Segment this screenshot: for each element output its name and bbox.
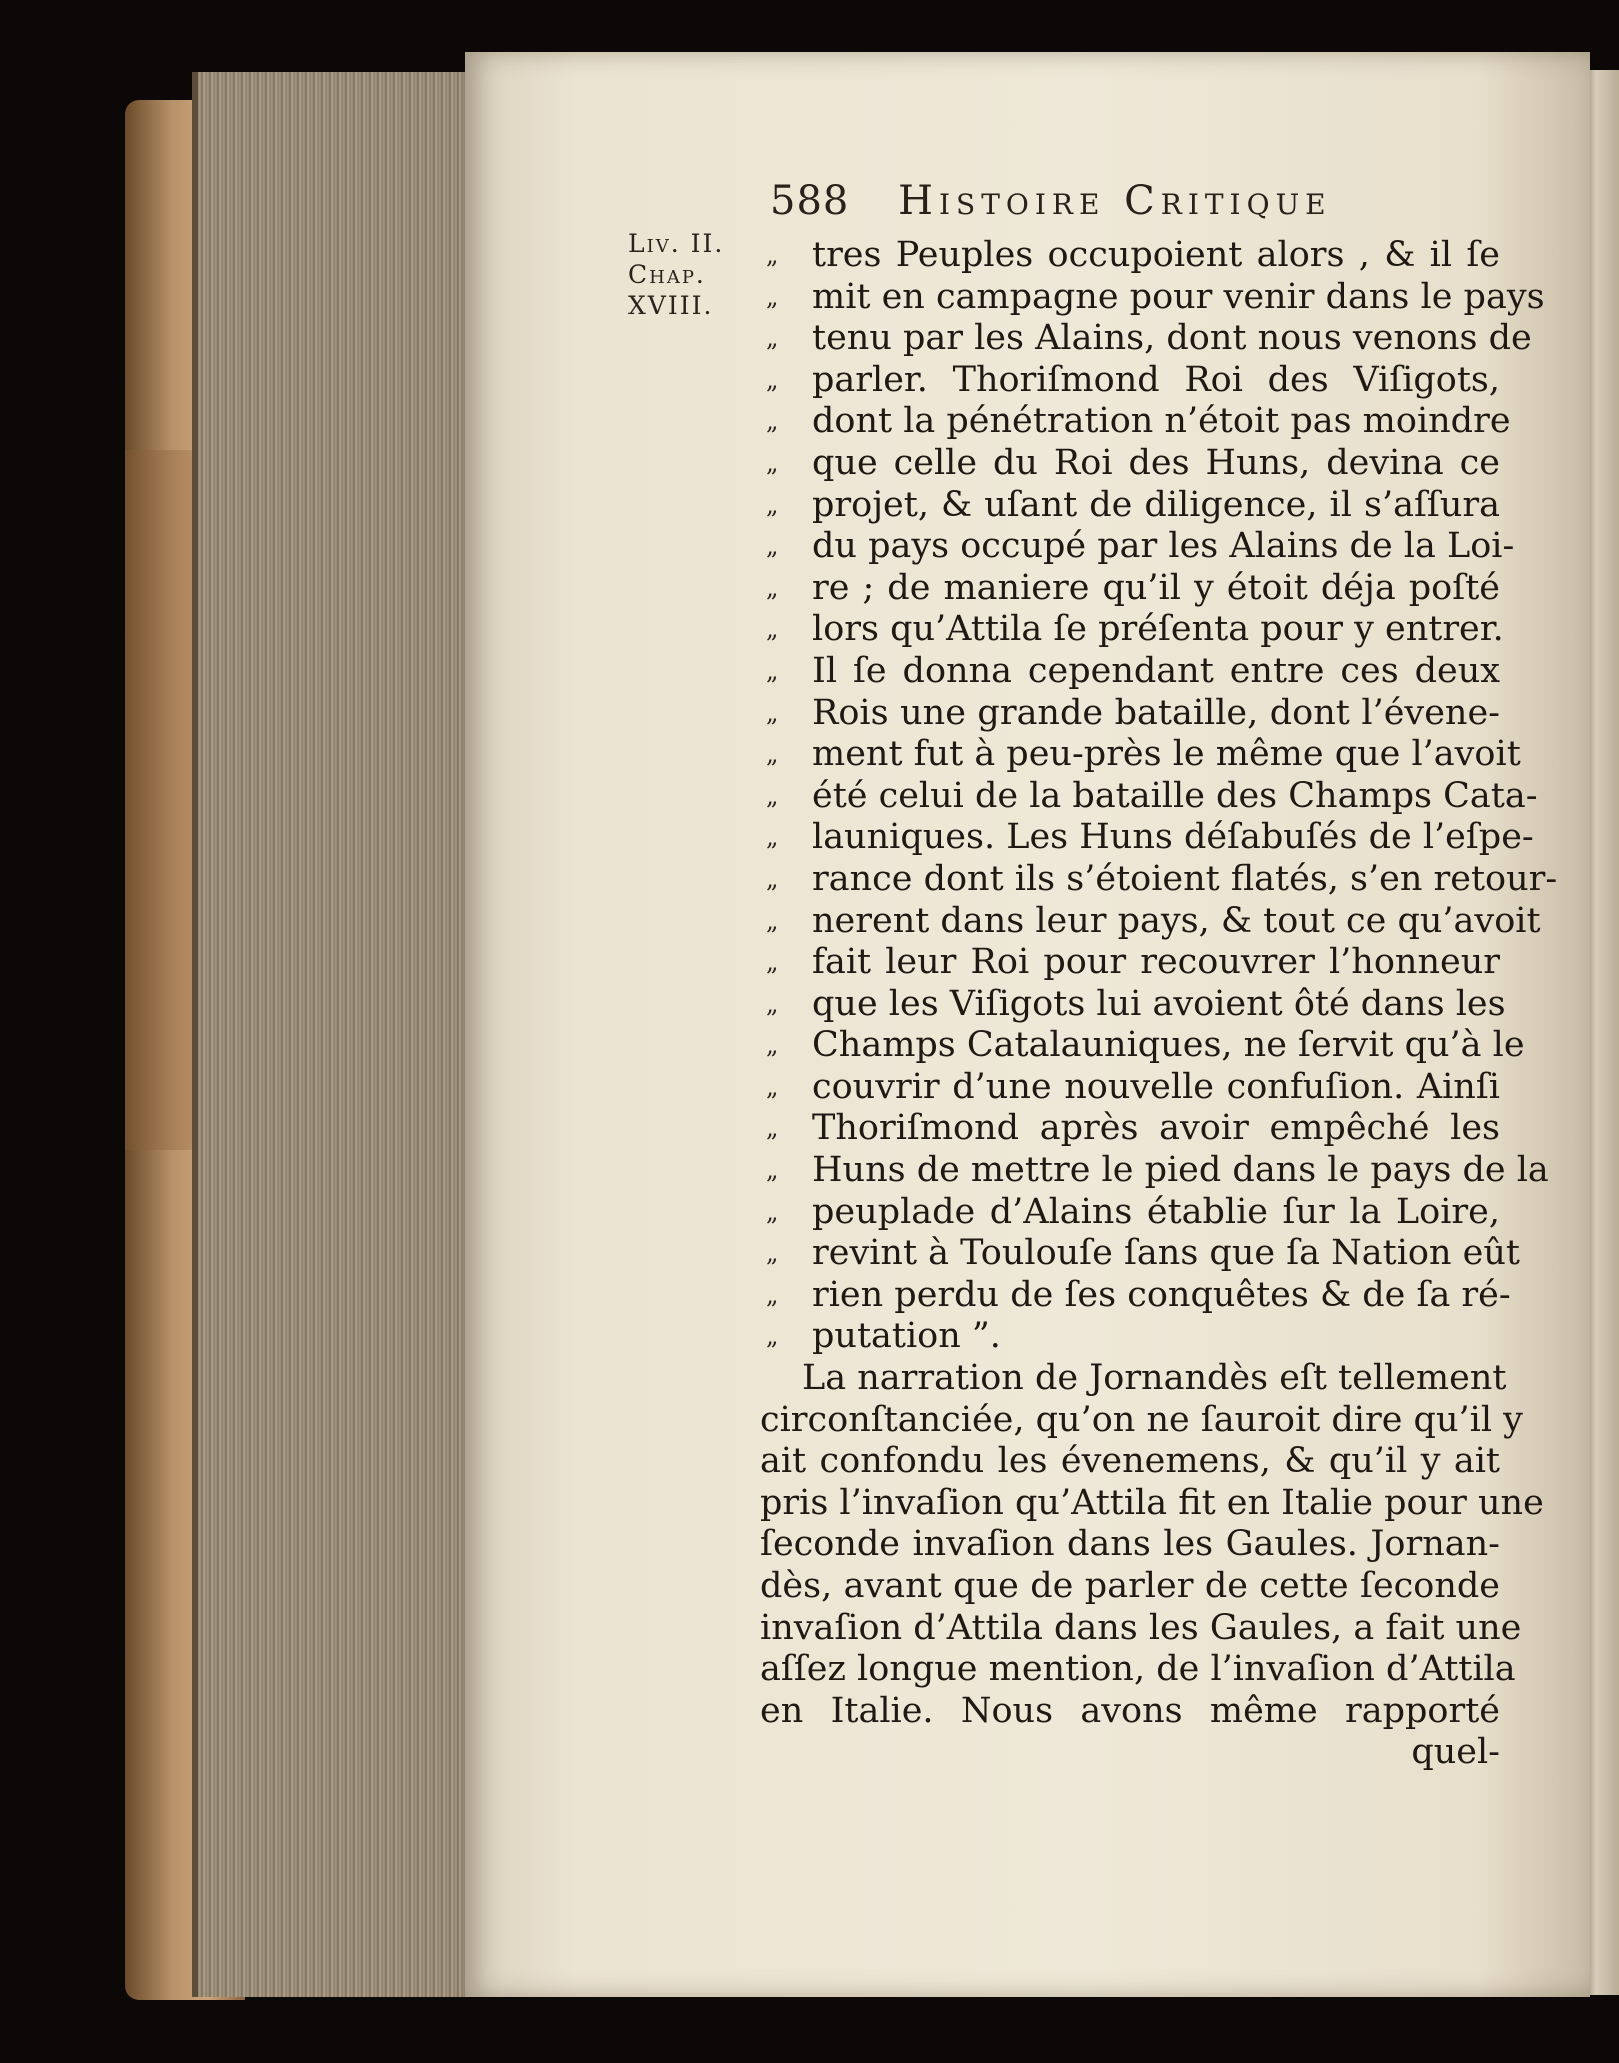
quote-mark: „	[766, 407, 779, 436]
quoted-line-text: tenu par les Alains, dont nous venons de	[812, 318, 1532, 359]
paragraph-line-text: ſeconde invaſion dans les Gaules. Jornan-	[760, 1524, 1500, 1565]
quoted-line-text: putation ”.	[812, 1316, 1001, 1357]
quoted-line-text: fait leur Roi pour recouvrer l’honneur	[812, 942, 1500, 983]
quote-mark: „	[766, 1197, 779, 1226]
paragraph-line	[760, 1566, 1500, 1608]
quoted-line-text: peuplade d’Alains établie ſur la Loire,	[812, 1191, 1500, 1232]
running-head	[770, 178, 1430, 224]
quoted-line-text: ment fut à peu-près le même que l’avoit	[812, 734, 1521, 775]
quoted-line	[760, 1274, 1511, 1317]
quoted-line	[760, 568, 1500, 610]
quoted-line	[760, 1150, 1549, 1192]
quote-mark: „	[766, 324, 779, 353]
quoted-line	[760, 942, 1500, 984]
paragraph-line-text: invaſion d’Attila dans les Gaules, a fait une	[760, 1607, 1522, 1648]
page-number: 588	[770, 178, 850, 224]
paragraph-line-text: circonſtanciée, qu’on ne ſauroit dire qu’il y	[760, 1399, 1523, 1440]
quoted-line	[760, 235, 1500, 277]
catchword: quel-	[1411, 1732, 1500, 1773]
quoted-line-text: du pays occupé par les Alains de la Loi-	[812, 526, 1515, 567]
body-text	[760, 235, 1558, 1774]
quote-mark: „	[766, 573, 779, 602]
quoted-line	[760, 485, 1500, 527]
paragraph-line	[760, 1399, 1523, 1442]
quote-mark: „	[766, 1322, 779, 1351]
quoted-line	[760, 817, 1534, 859]
paragraph-line	[760, 1441, 1500, 1483]
quote-mark: „	[766, 1031, 779, 1060]
quoted-line	[760, 360, 1500, 402]
paragraph-line-text: en Italie. Nous avons même rapporté	[760, 1690, 1500, 1731]
quoted-line-text: rien perdu de ſes conquêtes & de ſa ré-	[812, 1274, 1511, 1315]
quoted-line	[760, 526, 1515, 568]
quoted-line	[760, 318, 1532, 360]
paragraph-line	[760, 1691, 1500, 1733]
quote-mark: „	[766, 1114, 779, 1143]
margin-note	[628, 228, 738, 321]
quoted-line	[760, 609, 1504, 651]
margin-note-chapter-label: Chap.	[628, 260, 706, 289]
quoted-line	[760, 775, 1538, 818]
quote-mark: „	[766, 615, 779, 644]
catchword-line	[760, 1732, 1500, 1774]
quoted-line-text: couvrir d’une nouvelle confuſion. Ainſi	[812, 1066, 1500, 1107]
quoted-line-text: Thoriſmond après avoir empêché les	[812, 1108, 1500, 1149]
quote-mark: „	[766, 906, 779, 935]
quote-mark: „	[766, 740, 779, 769]
quoted-line	[760, 1025, 1525, 1067]
paragraph-line-text: pris l’invaſion qu’Attila fit en Italie pour une	[760, 1482, 1544, 1523]
quoted-line	[760, 276, 1545, 319]
quoted-line-text: projet, & uſant de diligence, il s’aſſura	[812, 484, 1500, 525]
paragraph-line-text: aſſez longue mention, de l’invaſion d’Attila	[760, 1649, 1516, 1690]
quoted-line	[760, 1233, 1520, 1275]
quote-mark: „	[766, 864, 779, 893]
paragraph-line-text: La narration de Jornandès eſt tellement	[802, 1358, 1507, 1399]
quoted-line-text: revint à Toulouſe ſans que ſa Nation eût	[812, 1233, 1520, 1274]
paragraph-line	[760, 1607, 1522, 1650]
margin-note-book: Liv. II.	[628, 229, 725, 258]
quoted-line	[760, 443, 1500, 485]
quote-mark: „	[766, 1239, 779, 1268]
quote-mark: „	[766, 989, 779, 1018]
quote-mark: „	[766, 823, 779, 852]
quoted-line	[760, 900, 1541, 943]
quoted-line	[760, 1316, 1500, 1358]
quoted-line	[760, 1192, 1500, 1234]
quote-mark: „	[766, 656, 779, 685]
quote-mark: „	[766, 532, 779, 561]
quoted-line-text: mit en campagne pour venir dans le pays	[812, 276, 1545, 317]
quote-mark: „	[766, 490, 779, 519]
quoted-line-text: re ; de maniere qu’il y étoit déja poſté	[812, 567, 1500, 608]
quoted-line-text: lors qu’Attila ſe préſenta pour y entrer.	[812, 609, 1504, 650]
paragraph-line	[760, 1524, 1500, 1566]
quote-mark: „	[766, 448, 779, 477]
page-stack-edge	[192, 72, 478, 1997]
quoted-line-text: Rois une grande bataille, dont l’évene-	[812, 692, 1500, 733]
paragraph-line	[760, 1649, 1516, 1691]
quote-mark: „	[766, 1156, 779, 1185]
quoted-line-text: parler. Thoriſmond Roi des Viſigots,	[812, 359, 1500, 400]
quoted-line	[760, 1067, 1500, 1109]
quoted-line	[760, 651, 1500, 693]
quote-mark: „	[766, 698, 779, 727]
quoted-line-text: nerent dans leur pays, & tout ce qu’avoit	[812, 900, 1541, 941]
quoted-line-text: rance dont ils s’étoient flatés, s’en retour-	[812, 858, 1558, 899]
quote-mark: „	[766, 241, 779, 269]
quote-mark: „	[766, 948, 779, 977]
quoted-line-text: launiques. Les Huns déſabuſés de l’eſpe-	[812, 817, 1534, 858]
quoted-line	[760, 858, 1558, 901]
paragraph-line-text: ait confondu les évenemens, & qu’il y ait	[760, 1441, 1500, 1482]
quoted-line-text: été celui de la bataille des Champs Cata-	[812, 775, 1538, 816]
quoted-line-text: Il ſe donna cependant entre ces deux	[812, 650, 1500, 691]
quoted-line-text: dont la pénétration n’étoit pas moindre	[812, 401, 1511, 442]
quoted-line-text: que les Viſigots lui avoient ôté dans les	[812, 983, 1506, 1024]
quoted-line	[760, 401, 1511, 443]
quote-mark: „	[766, 365, 779, 394]
running-title: Histoire Critique	[898, 178, 1332, 224]
quoted-line	[760, 734, 1521, 776]
quote-mark: „	[766, 1280, 779, 1309]
quoted-line-text: que celle du Roi des Huns, devina ce	[812, 442, 1500, 483]
paragraph-line	[760, 1482, 1544, 1525]
quote-mark: „	[766, 781, 779, 810]
paragraph-line-text: dès, avant que de parler de cette ſeconde	[760, 1566, 1500, 1606]
quoted-line-text: Huns de mettre le pied dans le pays de la	[812, 1150, 1549, 1191]
quoted-line	[760, 693, 1500, 735]
quote-mark: „	[766, 1072, 779, 1101]
quote-mark: „	[766, 282, 779, 311]
quoted-line-text: Champs Catalauniques, ne ſervit qu’à le	[812, 1025, 1525, 1066]
paragraph-line	[760, 1358, 1507, 1400]
quoted-line	[760, 1108, 1500, 1150]
quoted-line-text: tres Peuples occupoient alors , & il ſe	[812, 235, 1500, 275]
quoted-line	[760, 983, 1506, 1026]
margin-note-chapter-number: XVIII.	[628, 291, 714, 320]
